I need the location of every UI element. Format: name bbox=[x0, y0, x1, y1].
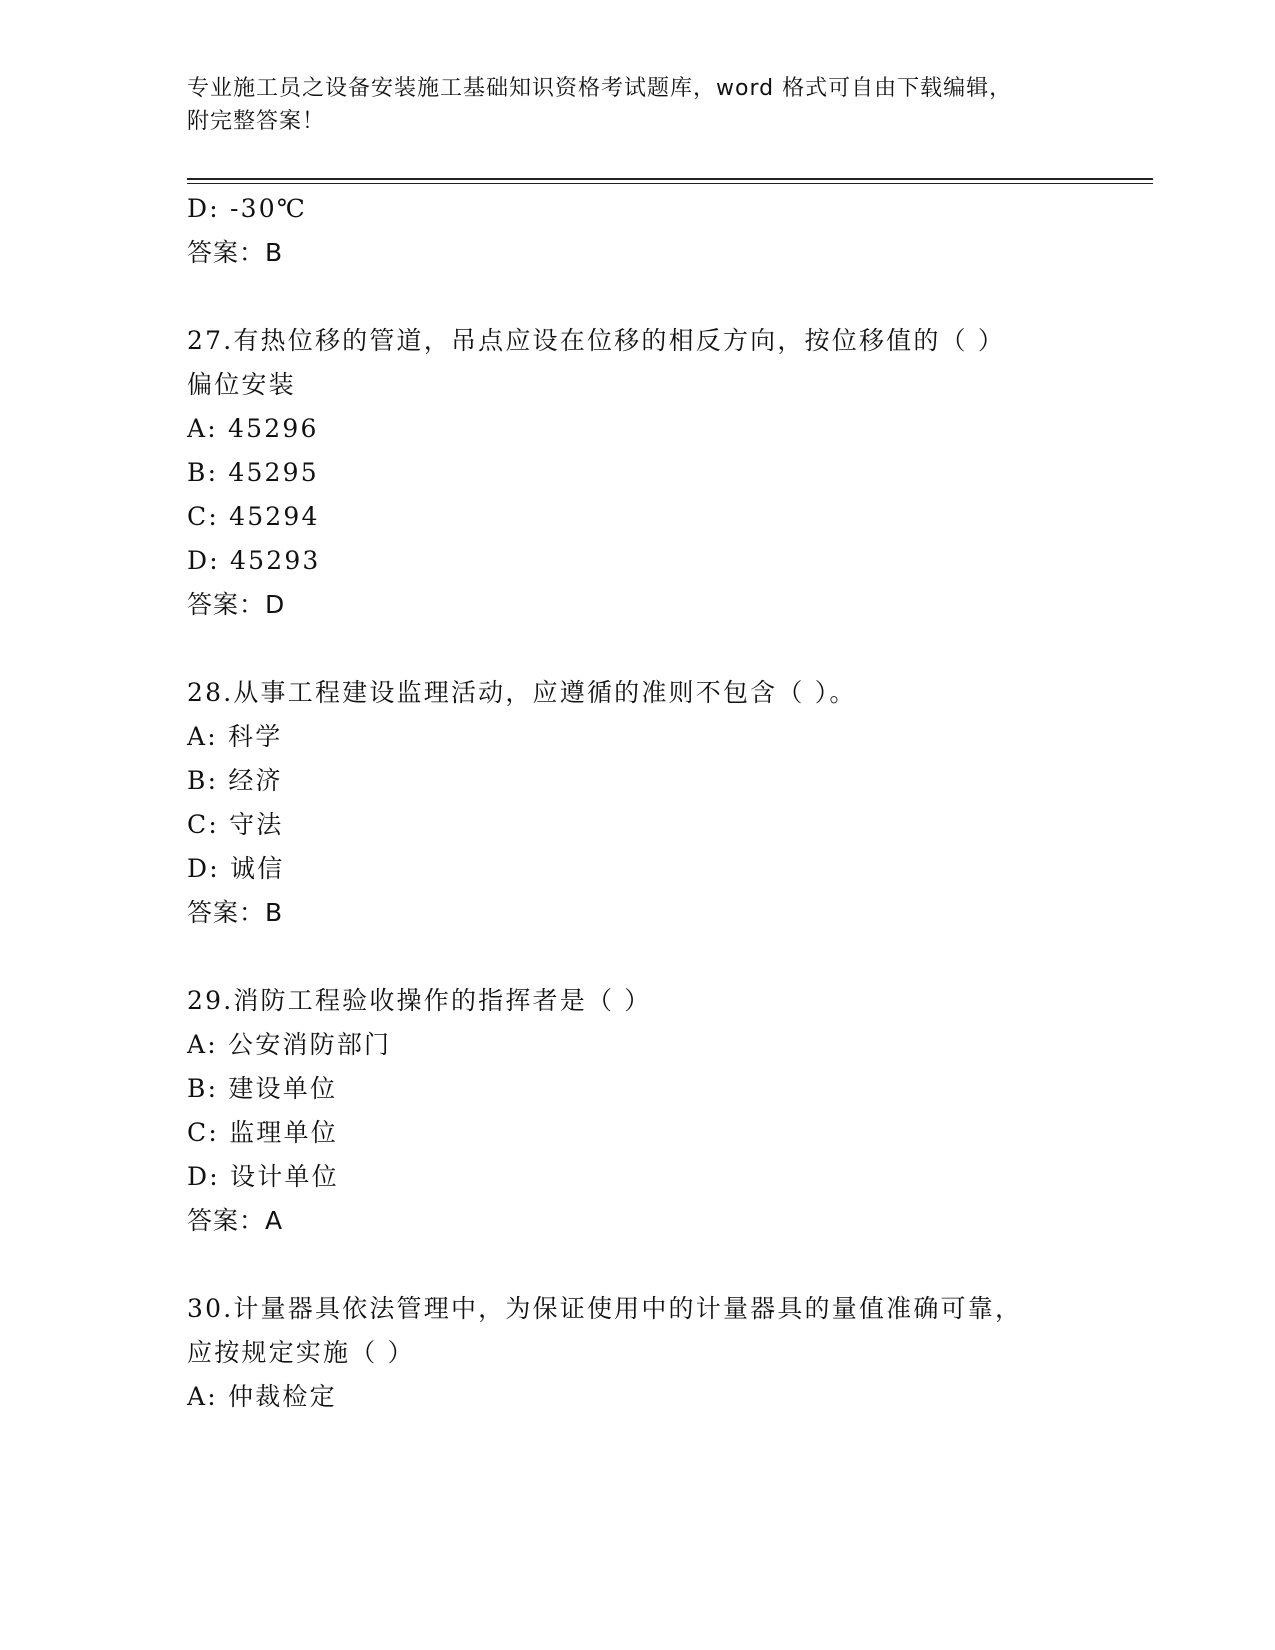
prev-option-d: D: -30℃ bbox=[187, 194, 308, 223]
q28-stem-line-1: 28.从事工程建设监理活动，应遵循的准则不包含（ ）。 bbox=[187, 678, 857, 707]
q28-answer: 答案：B bbox=[187, 898, 284, 927]
q28-option-a: A: 科学 bbox=[187, 722, 283, 751]
q27-option-b: B: 45295 bbox=[187, 458, 319, 487]
q28-option-b: B: 经济 bbox=[187, 766, 283, 795]
q28-option-c: C: 守法 bbox=[187, 810, 284, 839]
q27-option-a: A: 45296 bbox=[187, 414, 319, 443]
q29-option-c: C: 监理单位 bbox=[187, 1118, 338, 1147]
q29-answer: 答案：A bbox=[187, 1206, 284, 1235]
q30-stem-line-2: 应按规定实施（ ） bbox=[187, 1338, 415, 1367]
q30-stem-line-1: 30.计量器具依法管理中，为保证使用中的计量器具的量值准确可靠， bbox=[187, 1294, 1023, 1323]
page-header bbox=[187, 72, 1067, 138]
q29-option-a: A: 公安消防部门 bbox=[187, 1030, 392, 1059]
q27-stem-line-2: 偏位安装 bbox=[187, 370, 296, 399]
q29-option-b: B: 建设单位 bbox=[187, 1074, 338, 1103]
prev-answer: 答案：B bbox=[187, 238, 284, 267]
q27-option-d: D: 45293 bbox=[187, 546, 321, 575]
header-rule-thin bbox=[187, 183, 1153, 184]
q28-option-d: D: 诚信 bbox=[187, 854, 285, 883]
q27-option-c: C: 45294 bbox=[187, 502, 320, 531]
header-line-2: 附完整答案！ bbox=[187, 109, 326, 134]
q27-answer: 答案：D bbox=[187, 590, 286, 619]
q29-option-d: D: 设计单位 bbox=[187, 1162, 339, 1191]
q30-option-a: A: 仲裁检定 bbox=[187, 1382, 337, 1411]
header-rule-thick bbox=[187, 178, 1153, 180]
q29-stem-line-1: 29.消防工程验收操作的指挥者是（ ） bbox=[187, 986, 652, 1015]
header-line-1: 专业施工员之设备安装施工基础知识资格考试题库，word 格式可自由下载编辑， bbox=[187, 76, 1013, 101]
q27-stem-line-1: 27.有热位移的管道，吊点应设在位移的相反方向，按位移值的（ ） bbox=[187, 326, 1006, 355]
